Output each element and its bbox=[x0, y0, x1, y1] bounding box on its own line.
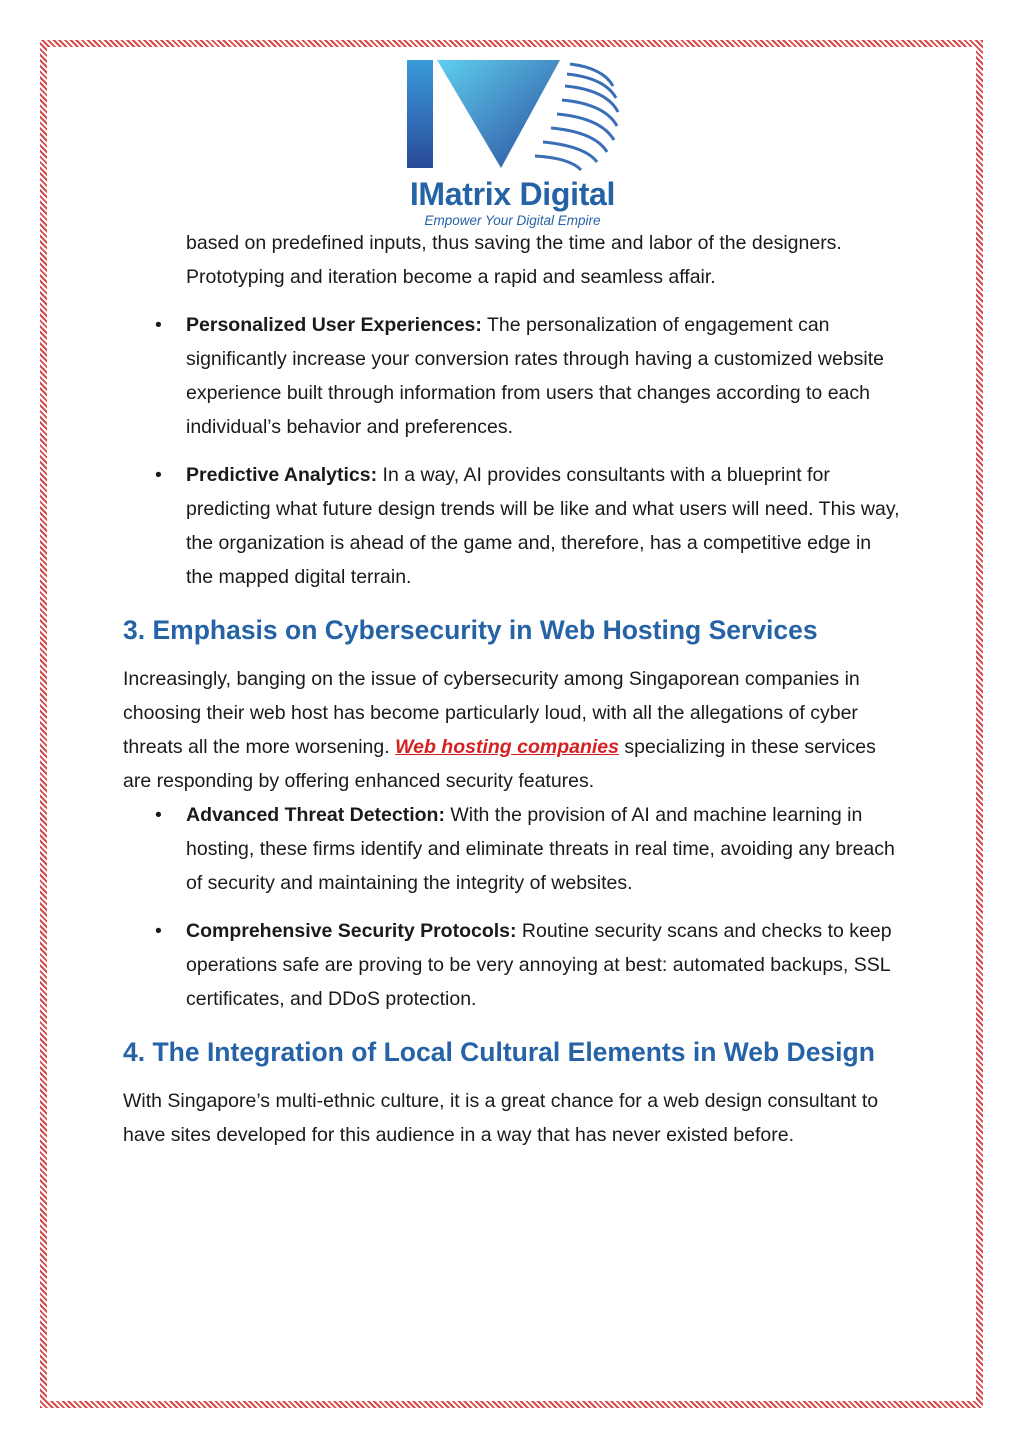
bullet-title: Personalized User Experiences: bbox=[186, 314, 482, 336]
bullet-title: Predictive Analytics: bbox=[186, 464, 378, 486]
brand-name: IMatrix Digital bbox=[409, 176, 616, 212]
bullet-title: Advanced Threat Detection: bbox=[186, 804, 445, 826]
list-item bbox=[123, 914, 903, 1016]
section4-paragraph: With Singapore’s multi-ethnic culture, it is a great chance for a web design consultant to have sites developed for this audience in a way that has never existed before. bbox=[123, 1090, 879, 1146]
bullet-title: Comprehensive Security Protocols: bbox=[186, 920, 517, 942]
bullet-text: With the provision of AI and machine learning in hosting, these firms identify and eliminate threats in real time, avoiding any breach of security and maintaining the integrity of websites. bbox=[186, 804, 895, 894]
document-body bbox=[123, 226, 903, 1152]
bullet-icon: • bbox=[155, 920, 162, 942]
section3-bullet-list bbox=[123, 798, 903, 1016]
intro-continuation: based on predefined inputs, thus saving the time and labor of the designers. Prototyping and iteration become a rapid and seamless affair. bbox=[186, 232, 842, 288]
logo-mark-icon bbox=[405, 58, 620, 173]
bullet-text: The personalization of engagement can significantly increase your conversion rates through having a customized website experience built through information from users that changes according to each individual’s behavior and preferences. bbox=[186, 314, 885, 438]
paragraph-text: specializing in these services are responding by offering enhanced security features. bbox=[123, 736, 876, 792]
list-item bbox=[123, 458, 903, 594]
section3-paragraph bbox=[123, 662, 903, 798]
bullet-icon: • bbox=[155, 464, 162, 486]
bullet-text: Routine security scans and checks to keep operations safe are proving to be very annoying at best: automated backups, SSL certificates, and DDoS protection. bbox=[186, 920, 892, 1010]
bullet-icon: • bbox=[155, 804, 162, 826]
section2-bullet-list bbox=[123, 308, 903, 594]
brand-logo bbox=[405, 58, 620, 230]
section4-heading: 4. The Integration of Local Cultural Elements in Web Design bbox=[123, 1037, 875, 1067]
web-hosting-link[interactable]: Web hosting companies bbox=[395, 736, 619, 758]
paragraph-text: Increasingly, banging on the issue of cybersecurity among Singaporean companies in choosing their web host has become particularly loud, with all the allegations of cyber threats all the more worsening. bbox=[123, 668, 860, 758]
section3-heading: 3. Emphasis on Cybersecurity in Web Hosting Services bbox=[123, 615, 818, 645]
brand-tagline: Empower Your Digital Empire bbox=[424, 213, 601, 228]
list-item bbox=[123, 308, 903, 444]
bullet-icon: • bbox=[155, 314, 162, 336]
bullet-text: In a way, AI provides consultants with a blueprint for predicting what future design trends will be like and what users will need. This way, the organization is ahead of the game and, therefore, has a competitive edge in the mapped digital terrain. bbox=[186, 464, 900, 588]
list-item bbox=[123, 798, 903, 900]
